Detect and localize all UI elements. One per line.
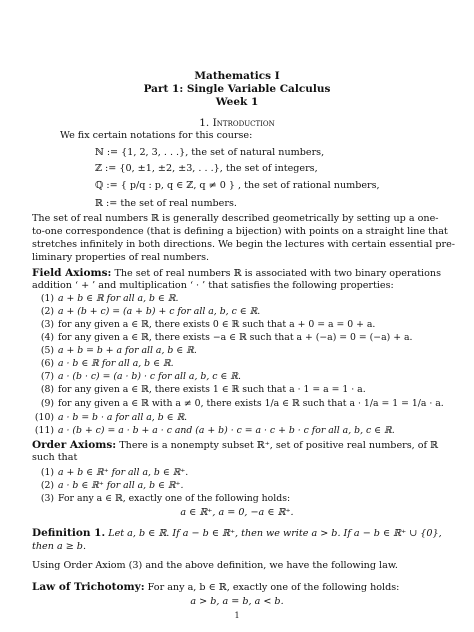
item-text: a + b = b + a for all a, b ∈ ℝ. (58, 345, 197, 356)
order-axioms-intro (32, 439, 438, 451)
header-subtitle: Part 1: Single Variable Calculus (143, 83, 331, 95)
item-text: a · (b + c) = a · b + a · c and (a + b) · c = a · c + b · c for all a, b, c ∈ ℝ. (58, 425, 395, 436)
field-axioms-text-1: The set of real numbers ℝ is associated with two binary operations (114, 268, 442, 279)
field-axiom-item (32, 425, 395, 436)
field-axiom-item (32, 345, 197, 356)
section-number: 1. (199, 117, 210, 129)
item-number: (10) (34, 412, 54, 423)
order-axioms-text-1: There is a nonempty subset ℝ⁺, set of positive real numbers, of ℝ (119, 440, 439, 451)
notation-integers: ℤ := {0, ±1, ±2, ±3, . . .}, the set of integers, (95, 163, 318, 174)
item-text: For any a ∈ ℝ, exactly one of the following holds: (58, 493, 291, 504)
field-axioms-text-2: addition ‘ + ’ and multiplication ‘ · ’ that satisfies the following properties: (32, 280, 394, 291)
item-number: (4) (40, 332, 54, 343)
order-axiom-display: a ∈ ℝ⁺, a = 0, −a ∈ ℝ⁺. (180, 507, 294, 518)
item-text: a + b ∈ ℝ for all a, b ∈ ℝ. (58, 293, 179, 304)
trichotomy-line (32, 581, 399, 593)
item-number: (3) (40, 319, 54, 330)
item-text: for any given a ∈ ℝ, there exists 1 ∈ ℝ such that a · 1 = a = 1 · a. (58, 384, 366, 395)
intro-paragraph-line-3: stretches infinitely in both directions. We begin the lectures with certain essential pre- (32, 239, 455, 250)
item-text: for any given a ∈ ℝ, there exists −a ∈ ℝ such that a + (−a) = 0 = (−a) + a. (58, 332, 413, 343)
item-number: (1) (40, 293, 54, 304)
field-axioms-heading: Field Axioms: (32, 267, 112, 279)
order-axiom-item (32, 467, 188, 478)
notation-naturals: ℕ := {1, 2, 3, . . .}, the set of natural numbers, (95, 147, 325, 158)
field-axiom-item (32, 384, 366, 395)
order-axiom-item (32, 493, 290, 504)
trichotomy-heading: Law of Trichotomy: (32, 581, 145, 593)
item-text: a + (b + c) = (a + b) + c for all a, b, c ∈ ℝ. (58, 306, 261, 317)
order-axiom-item (32, 480, 183, 491)
field-axiom-item (32, 412, 187, 423)
item-number: (2) (40, 306, 54, 317)
item-number: (8) (40, 384, 54, 395)
item-number: (1) (40, 467, 54, 478)
item-number: (6) (40, 358, 54, 369)
field-axiom-item (32, 332, 412, 343)
item-number: (5) (40, 345, 54, 356)
definition-text-1: Let a, b ∈ ℝ. If a − b ∈ ℝ⁺, then we write a > b. If a − b ∈ ℝ⁺ ∪ {0}, (108, 528, 442, 539)
trichotomy-display: a > b, a = b, a < b. (190, 596, 284, 607)
item-number: (2) (40, 480, 54, 491)
item-number: (7) (40, 371, 54, 382)
field-axiom-item (32, 398, 444, 409)
field-axioms-intro (32, 267, 441, 279)
header-week: Week 1 (215, 96, 259, 108)
intro-paragraph-line-1: The set of real numbers ℝ is generally described geometrically by setting up a one- (32, 213, 439, 224)
item-text: for any given a ∈ ℝ, there exists 0 ∈ ℝ such that a + 0 = a = 0 + a. (58, 319, 376, 330)
section-title: Introduction (212, 117, 275, 129)
trichotomy-text: For any a, b ∈ ℝ, exactly one of the following holds: (147, 582, 400, 593)
notation-rationals: ℚ := { p/q : p, q ∈ ℤ, q ≠ 0 } , the set of rational numbers, (95, 180, 380, 191)
item-text: a · b ∈ ℝ for all a, b ∈ ℝ. (58, 358, 174, 369)
order-axioms-text-2: such that (32, 452, 78, 463)
item-text: a · (b · c) = (a · b) · c for all a, b, c ∈ ℝ. (58, 371, 241, 382)
item-number: (9) (40, 398, 54, 409)
field-axiom-item (32, 358, 174, 369)
item-text: for any given a ∈ ℝ with a ≠ 0, there exists 1/a ∈ ℝ such that a · 1/a = 1 = 1/a · a. (58, 398, 444, 409)
header-title: Mathematics I (194, 70, 280, 82)
after-definition-text: Using Order Axiom (3) and the above definition, we have the following law. (32, 560, 398, 571)
order-axioms-heading: Order Axioms: (32, 439, 117, 451)
item-text: a · b ∈ ℝ⁺ for all a, b ∈ ℝ⁺. (58, 480, 184, 491)
notation-reals: ℝ := the set of real numbers. (95, 198, 237, 209)
item-number: (11) (34, 425, 54, 436)
page-number: 1 (234, 611, 240, 620)
item-number: (3) (40, 493, 54, 504)
intro-paragraph-line-4: liminary properties of real numbers. (32, 252, 210, 263)
intro-paragraph-line-2: to-one correspondence (that is defining a bijection) with points on a straight line that (32, 226, 448, 237)
definition-label: Definition 1. (32, 527, 106, 539)
notation-intro: We fix certain notations for this course: (60, 130, 253, 141)
item-text: a + b ∈ ℝ⁺ for all a, b ∈ ℝ⁺. (58, 467, 189, 478)
section-heading (0, 117, 474, 129)
field-axiom-item (32, 306, 260, 317)
field-axiom-item (32, 371, 241, 382)
field-axiom-item (32, 319, 375, 330)
definition-line-1 (32, 527, 442, 539)
definition-line-2: then a ≥ b. (32, 541, 86, 552)
item-text: a · b = b · a for all a, b ∈ ℝ. (58, 412, 188, 423)
field-axiom-item (32, 293, 178, 304)
